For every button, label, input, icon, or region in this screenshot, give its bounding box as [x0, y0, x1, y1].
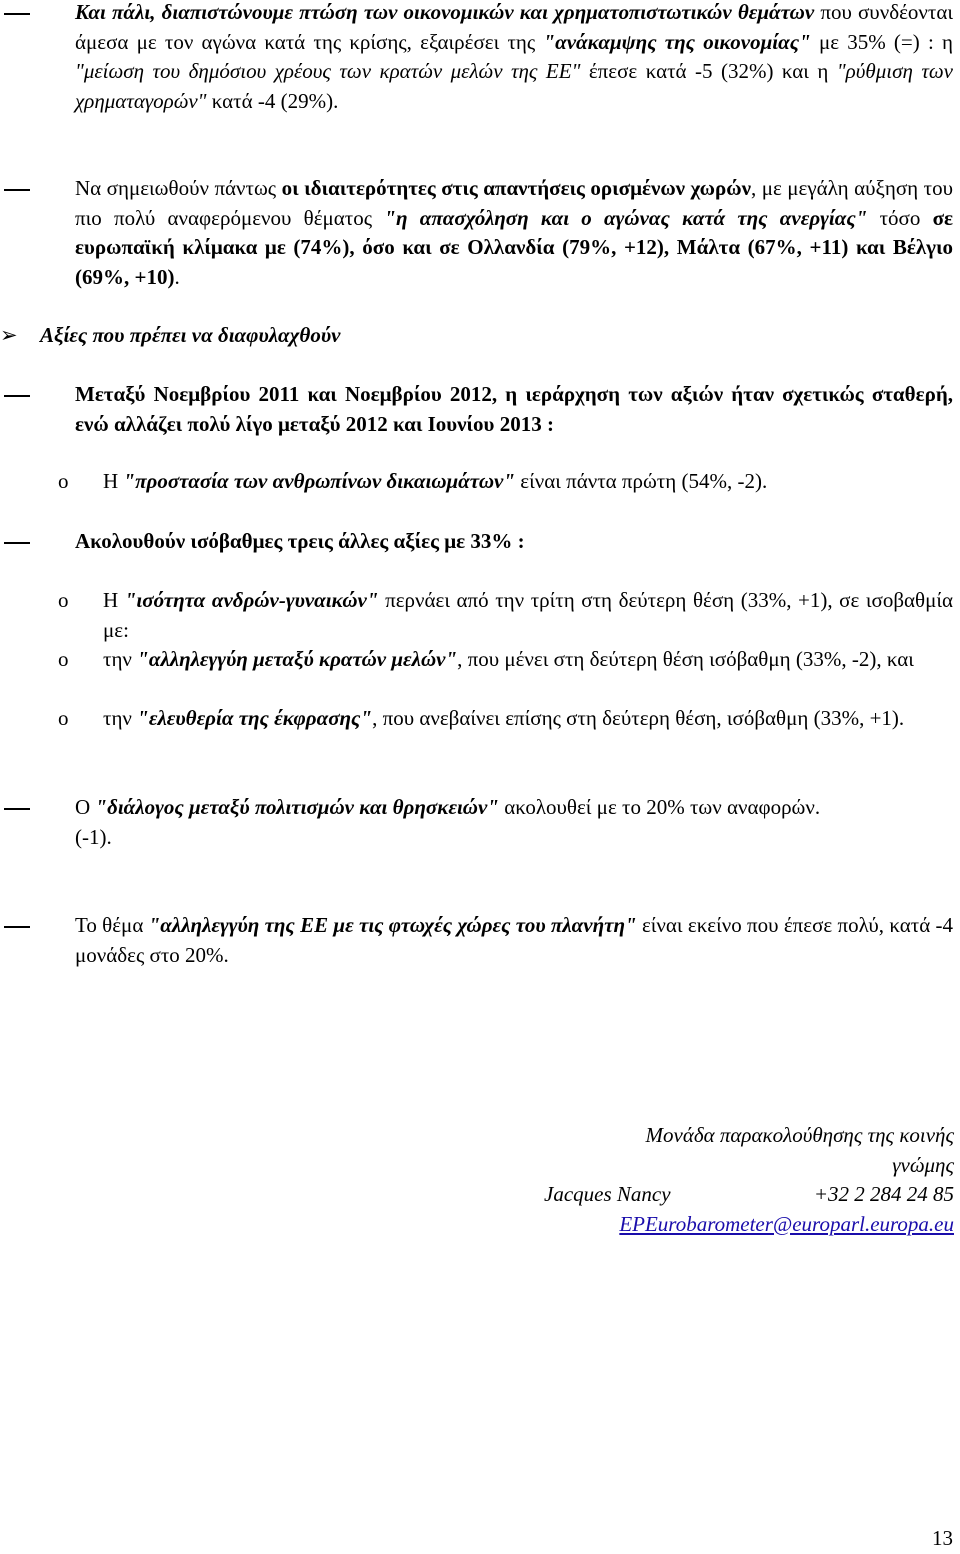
- paragraph: [103, 704, 953, 734]
- text: που συνδέονται άμεσα με τον αγώνα κατά της κρίσης, εξαιρέσει της: [75, 0, 954, 54]
- bullet-item-hierarchy: [0, 380, 953, 439]
- text: κατά -4 (29%).: [206, 88, 339, 113]
- text: τόσο: [867, 205, 933, 230]
- emphasis: "ανάκαμψης της οικονομίας": [543, 29, 811, 54]
- sub-item-human-rights: [0, 467, 953, 497]
- paragraph: [75, 527, 953, 557]
- bullet-item-financial-topics: [0, 0, 953, 116]
- contact-row: [524, 1180, 954, 1210]
- text: Το θέμα: [75, 913, 149, 937]
- circle-bullet: o: [58, 647, 69, 671]
- text: Ο: [75, 795, 96, 819]
- text: Η: [103, 469, 124, 493]
- bullet-item-dialogue: [0, 793, 953, 852]
- text: (-1).: [75, 824, 112, 849]
- text: , που ανεβαίνει επίσης στη δεύτερη θέση, ισόβαθμη (33%, +1).: [372, 706, 905, 730]
- sub-item-gender-equality: [0, 586, 953, 645]
- emphasis: "αλληλεγγύη της ΕΕ με τις φτωχές χώρες του πλανήτη": [148, 913, 637, 937]
- sub-item-freedom-expression: [0, 704, 953, 734]
- paragraph: [75, 380, 953, 439]
- circle-bullet: o: [58, 588, 69, 612]
- dash-bullet: [4, 189, 30, 191]
- emphasis: "η απασχόληση και ο αγώνας κατά της ανεργίας": [384, 205, 868, 230]
- text: Να σημειωθούν πάντως: [75, 176, 282, 200]
- circle-bullet: o: [58, 706, 69, 730]
- emphasis: Ακολουθούν ισόβαθμες τρεις άλλες αξίες με 33% :: [75, 529, 525, 553]
- emphasis: "προστασία των ανθρωπίνων δικαιωμάτων": [123, 469, 515, 493]
- dash-bullet: [4, 13, 30, 15]
- emphasis: "αλληλεγγύη μεταξύ κρατών μελών": [137, 647, 458, 671]
- text: με 35% (=) : η: [810, 29, 953, 54]
- paragraph: [75, 911, 953, 970]
- text: την: [103, 647, 138, 671]
- text: είναι εκείνο που έπεσε πολύ, κατά -4 μονάδες στο 20%.: [75, 913, 953, 967]
- section-heading: [0, 321, 953, 351]
- text: , με μεγάλη αύξηση του πιο πολύ αναφερόμενου θέματος: [75, 176, 953, 230]
- emphasis: "ρύθμιση των χρηματαγορών": [75, 59, 953, 113]
- emphasis: "ισότητα ανδρών-γυναικών": [124, 588, 379, 612]
- paragraph: [103, 467, 953, 497]
- emphasis: "μείωση του δημόσιου χρέους των κρατών μελών της ΕΕ": [75, 59, 581, 83]
- text: περνάει από την τρίτη στη δεύτερη θέση (33%, +1), σε ισοβαθμία με:: [103, 588, 954, 642]
- unit-name-continued: γνώμης: [892, 1152, 954, 1177]
- emphasis: οι ιδιαιτερότητες στις απαντήσεις ορισμένων χωρών: [281, 176, 751, 200]
- text: .: [174, 264, 180, 289]
- contact-name: Jacques Nancy: [544, 1182, 671, 1206]
- emphasis: "ελευθερία της έκφρασης": [137, 706, 373, 730]
- arrow-bullet-icon: ➢: [0, 323, 18, 347]
- paragraph: [103, 645, 953, 675]
- page-number: 13: [932, 1526, 953, 1550]
- signature-block: [524, 1121, 954, 1239]
- text: την: [103, 706, 138, 730]
- section-title: Αξίες που πρέπει να διαφυλαχθούν: [40, 323, 341, 347]
- bullet-item-three-values: [0, 527, 953, 557]
- paragraph: [75, 174, 953, 292]
- text: είναι πάντα πρώτη (54%, -2).: [515, 469, 768, 493]
- dash-bullet: [4, 395, 30, 397]
- paragraph: [103, 586, 953, 645]
- emphasis: Μεταξύ Νοεμβρίου 2011 και Νοεμβρίου 2012, η ιεράρχηση των αξιών ήταν σχετικώς σταθερή, ενώ αλλάζει πολύ λίγο μεταξύ 2012 και Ιουνίου 2013 :: [75, 382, 953, 436]
- text: έπεσε κατά -5 (32%) και η: [580, 59, 837, 83]
- emphasis: "διάλογος μεταξύ πολιτισμών και θρησκειών": [95, 795, 499, 819]
- paragraph: [75, 0, 953, 116]
- email-link[interactable]: EPEurobarometer@europarl.europa.eu: [619, 1211, 954, 1236]
- text: , που μένει στη δεύτερη θέση ισόβαθμη (33%, -2), και: [457, 647, 914, 671]
- unit-name: Μονάδα παρακολούθησης της κοινής: [645, 1123, 954, 1147]
- text: ακολουθεί με το 20% των αναφορών.: [498, 795, 821, 819]
- circle-bullet: o: [58, 469, 69, 493]
- dash-bullet: [4, 808, 30, 810]
- text: Η: [103, 588, 125, 612]
- dash-bullet: [4, 542, 30, 544]
- emphasis: σε ευρωπαϊκή κλίμακα με (74%), όσο και σε Ολλανδία (79%, +12), Μάλτα (67%, +11) και Βέλγιο (69%, +10): [75, 205, 953, 289]
- sub-item-solidarity: [0, 645, 953, 675]
- contact-phone: +32 2 284 24 85: [813, 1182, 954, 1206]
- paragraph: [75, 793, 953, 852]
- bullet-item-poor-countries: [0, 911, 953, 970]
- bullet-item-country-specifics: [0, 174, 953, 292]
- emphasis: Και πάλι, διαπιστώνουμε πτώση των οικονομικών και χρηματοπιστωτικών θεμάτων: [75, 0, 815, 24]
- dash-bullet: [4, 926, 30, 928]
